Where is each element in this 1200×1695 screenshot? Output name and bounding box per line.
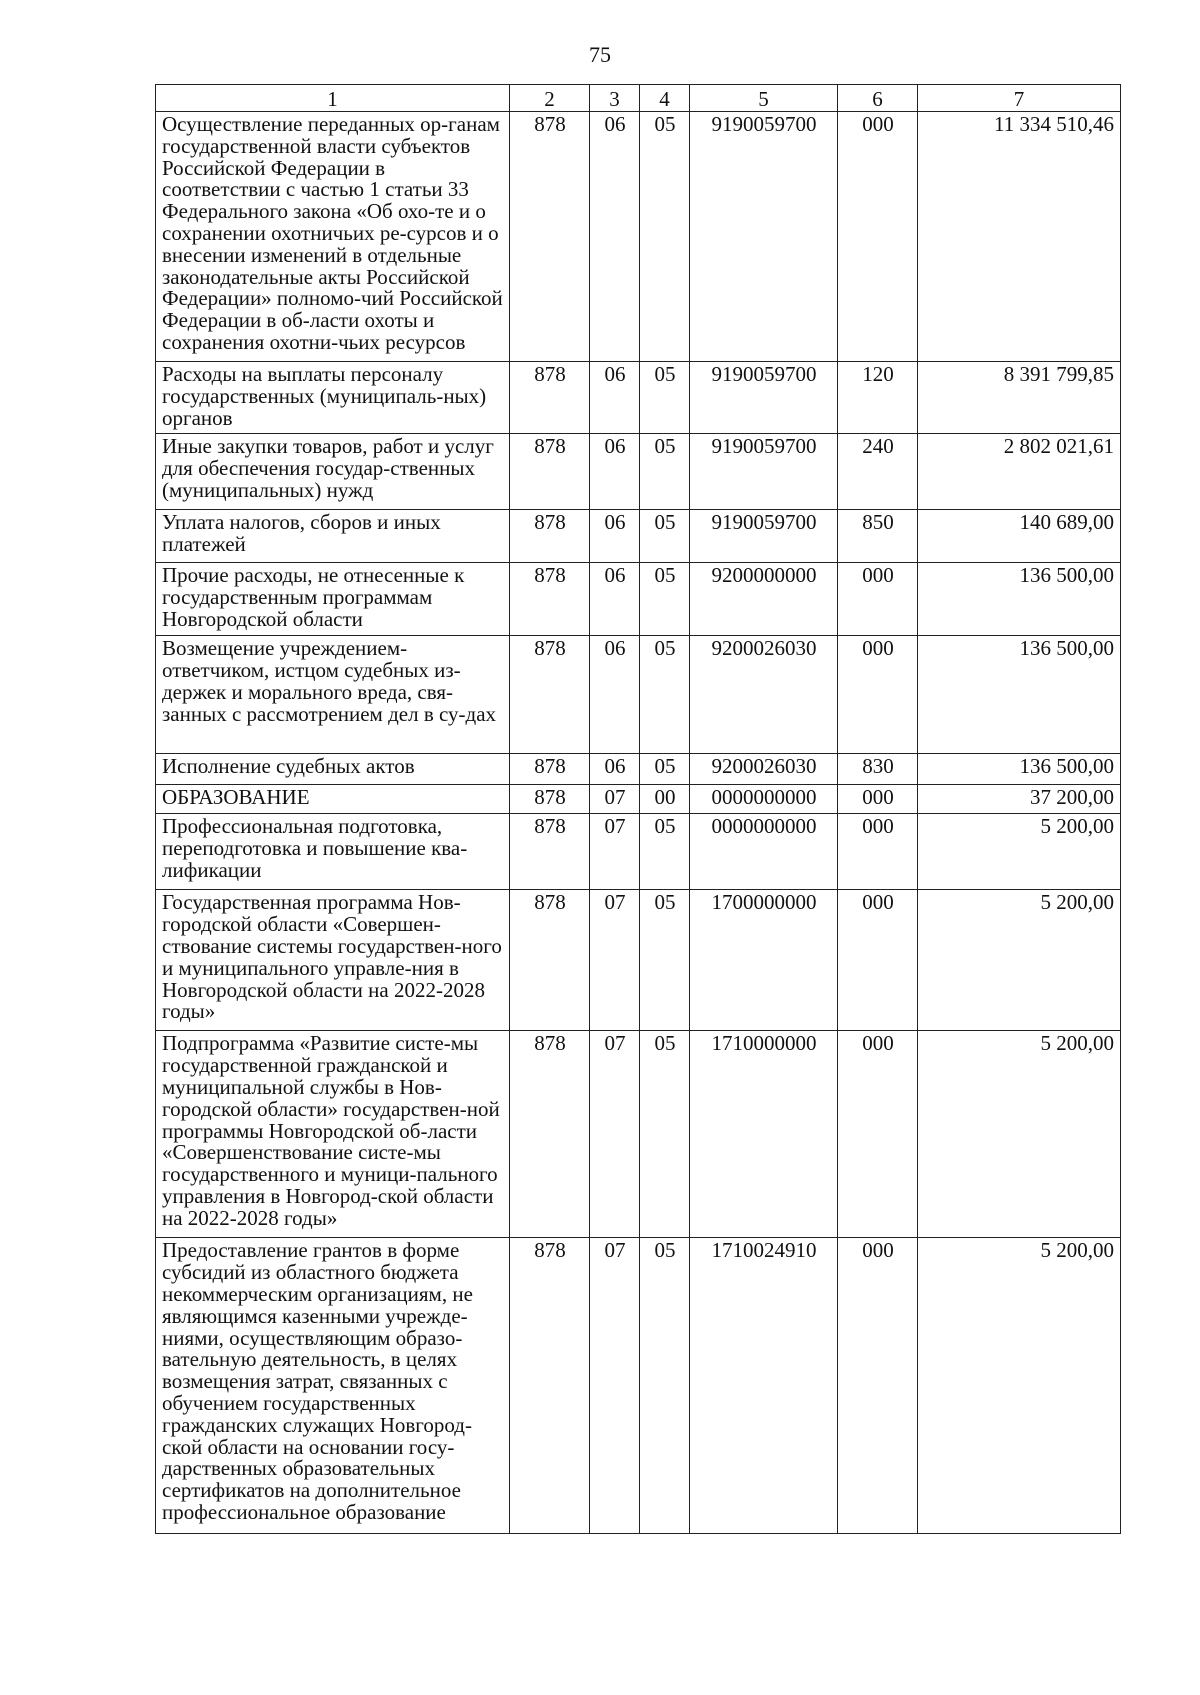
expense-type-code: 000 [838, 890, 918, 1031]
table-row [156, 754, 1121, 785]
page-number: 75 [589, 42, 611, 67]
subsection-code: 05 [640, 636, 690, 754]
expense-type-code: 000 [838, 785, 918, 814]
table-row [156, 636, 1121, 754]
expense-type-code: 000 [838, 1031, 918, 1238]
section-code: 06 [590, 636, 640, 754]
column-header: 7 [918, 85, 1121, 112]
ministry-code: 878 [510, 362, 590, 434]
target-item-code: 9200026030 [690, 636, 838, 754]
amount: 11 334 510,46 [918, 112, 1121, 362]
subsection-code: 05 [640, 362, 690, 434]
ministry-code: 878 [510, 636, 590, 754]
subsection-code: 05 [640, 1238, 690, 1534]
section-code: 06 [590, 563, 640, 636]
ministry-code: 878 [510, 510, 590, 563]
column-header: 5 [690, 85, 838, 112]
column-header: 6 [838, 85, 918, 112]
target-item-code: 9190059700 [690, 510, 838, 563]
section-code: 06 [590, 510, 640, 563]
row-description: Иные закупки товаров, работ и услуг для обеспечения государ-ственных (муниципальных) нужд [156, 434, 510, 510]
expense-type-code: 120 [838, 362, 918, 434]
expense-type-code: 000 [838, 1238, 918, 1534]
section-code: 06 [590, 362, 640, 434]
ministry-code: 878 [510, 1238, 590, 1534]
subsection-code: 05 [640, 510, 690, 563]
table-row [156, 785, 1121, 814]
section-code: 07 [590, 1031, 640, 1238]
row-description: Осуществление переданных ор-ганам государственной власти субъектов Российской Федерации в соответствии с частью 1 статьи 33 Федерального закона «Об охо-те и о сохранении охотничьих ре-сурсов и о внесении изменений в отдельные законодательные акты Российской Федерации» полномо-чий Российской Федерации в об-ласти охоты и сохранения охотни-чьих ресурсов [156, 112, 510, 362]
section-code: 07 [590, 814, 640, 890]
amount: 136 500,00 [918, 754, 1121, 785]
table-row [156, 1031, 1121, 1238]
row-description: ОБРАЗОВАНИЕ [156, 785, 510, 814]
table-row [156, 112, 1121, 362]
ministry-code: 878 [510, 814, 590, 890]
row-description: Расходы на выплаты персоналу государственных (муниципаль-ных) органов [156, 362, 510, 434]
amount: 5 200,00 [918, 1031, 1121, 1238]
row-description: Возмещение учреждением-ответчиком, истцом судебных из-держек и морального вреда, свя-занных с рассмотрением дел в су-дах [156, 636, 510, 754]
expense-type-code: 000 [838, 563, 918, 636]
section-code: 07 [590, 1238, 640, 1534]
row-description: Предоставление грантов в форме субсидий из областного бюджета некоммерческим организациям, не являющимся казенными учрежде-ниями, осуществляющим образо-вательную деятельность, в целях возмещения затрат, связанных с обучением государственных гражданских служащих Новгород-ской области на основании госу-дарственных образовательных сертификатов на дополнительное профессиональное образование [156, 1238, 510, 1534]
row-description: Исполнение судебных актов [156, 754, 510, 785]
table-row [156, 434, 1121, 510]
row-description: Подпрограмма «Развитие систе-мы государственной гражданской и муниципальной службы в Нов-городской области» государствен-ной программы Новгородской об-ласти «Совершенствование систе-мы государственного и муници-пального управления в Новгород-ской области на 2022-2028 годы» [156, 1031, 510, 1238]
amount: 5 200,00 [918, 814, 1121, 890]
subsection-code: 05 [640, 754, 690, 785]
table-row [156, 510, 1121, 563]
budget-table [155, 84, 1121, 1534]
target-item-code: 9200000000 [690, 563, 838, 636]
subsection-code: 05 [640, 563, 690, 636]
column-header: 2 [510, 85, 590, 112]
expense-type-code: 240 [838, 434, 918, 510]
table-row [156, 890, 1121, 1031]
amount: 2 802 021,61 [918, 434, 1121, 510]
subsection-code: 05 [640, 112, 690, 362]
expense-type-code: 850 [838, 510, 918, 563]
ministry-code: 878 [510, 112, 590, 362]
column-header: 1 [156, 85, 510, 112]
section-code: 07 [590, 890, 640, 1031]
expense-type-code: 000 [838, 636, 918, 754]
table-row [156, 814, 1121, 890]
amount: 5 200,00 [918, 1238, 1121, 1534]
table-row [156, 362, 1121, 434]
section-code: 06 [590, 112, 640, 362]
ministry-code: 878 [510, 754, 590, 785]
expense-type-code: 830 [838, 754, 918, 785]
target-item-code: 1700000000 [690, 890, 838, 1031]
target-item-code: 9190059700 [690, 434, 838, 510]
target-item-code: 1710000000 [690, 1031, 838, 1238]
target-item-code: 1710024910 [690, 1238, 838, 1534]
ministry-code: 878 [510, 890, 590, 1031]
section-code: 06 [590, 754, 640, 785]
ministry-code: 878 [510, 1031, 590, 1238]
row-description: Профессиональная подготовка, переподготовка и повышение ква-лификации [156, 814, 510, 890]
amount: 8 391 799,85 [918, 362, 1121, 434]
target-item-code: 0000000000 [690, 814, 838, 890]
section-code: 06 [590, 434, 640, 510]
amount: 136 500,00 [918, 563, 1121, 636]
amount: 140 689,00 [918, 510, 1121, 563]
section-code: 07 [590, 785, 640, 814]
ministry-code: 878 [510, 785, 590, 814]
amount: 37 200,00 [918, 785, 1121, 814]
subsection-code: 05 [640, 890, 690, 1031]
table-row [156, 563, 1121, 636]
target-item-code: 9190059700 [690, 112, 838, 362]
expense-type-code: 000 [838, 814, 918, 890]
subsection-code: 00 [640, 785, 690, 814]
row-description: Прочие расходы, не отнесенные к государственным программам Новгородской области [156, 563, 510, 636]
ministry-code: 878 [510, 434, 590, 510]
amount: 136 500,00 [918, 636, 1121, 754]
target-item-code: 9200026030 [690, 754, 838, 785]
subsection-code: 05 [640, 814, 690, 890]
column-header: 4 [640, 85, 690, 112]
ministry-code: 878 [510, 563, 590, 636]
subsection-code: 05 [640, 1031, 690, 1238]
row-description: Государственная программа Нов-городской области «Совершен-ствование системы государствен-ного и муниципального управле-ния в Новгородской области на 2022-2028 годы» [156, 890, 510, 1031]
table-row [156, 1238, 1121, 1534]
row-description: Уплата налогов, сборов и иных платежей [156, 510, 510, 563]
expense-type-code: 000 [838, 112, 918, 362]
amount: 5 200,00 [918, 890, 1121, 1031]
subsection-code: 05 [640, 434, 690, 510]
target-item-code: 9190059700 [690, 362, 838, 434]
target-item-code: 0000000000 [690, 785, 838, 814]
column-header: 3 [590, 85, 640, 112]
table-header-row [156, 85, 1121, 112]
